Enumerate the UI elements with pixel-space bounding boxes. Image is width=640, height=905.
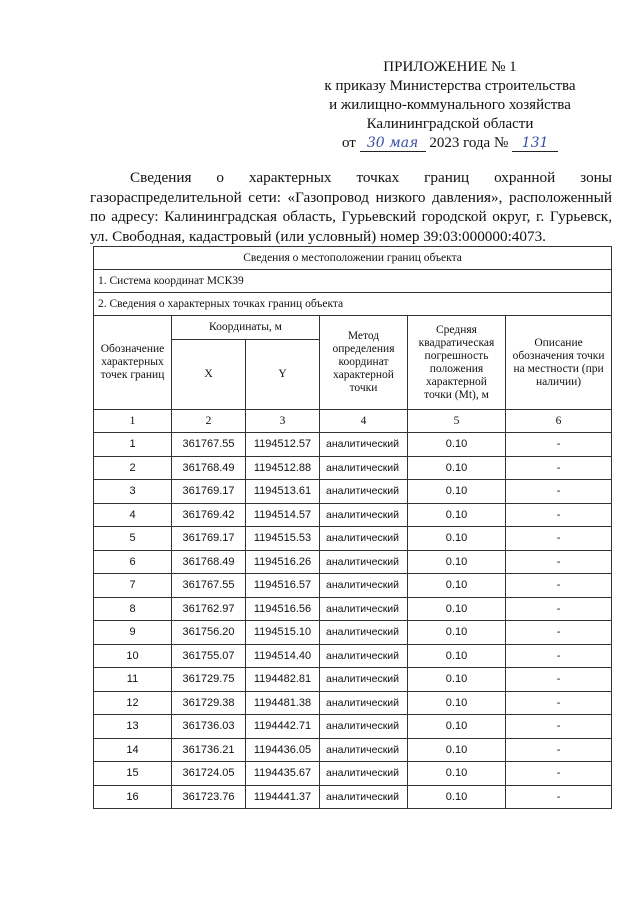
col-header-description: Описание обозначения точки на местности (при наличии) (506, 316, 612, 410)
error-cell: 0.10 (408, 621, 506, 645)
description-cell: - (506, 621, 612, 645)
column-index-row (94, 410, 612, 433)
error-cell: 0.10 (408, 691, 506, 715)
table-row (94, 715, 612, 739)
error-cell: 0.10 (408, 738, 506, 762)
coord-y-cell: 1194436.05 (246, 738, 320, 762)
point-number-cell: 2 (94, 456, 172, 480)
column-index: 4 (320, 410, 408, 433)
coord-x-cell: 361755.07 (172, 644, 246, 668)
point-number-cell: 3 (94, 480, 172, 504)
table-row (94, 527, 612, 551)
coord-y-cell: 1194435.67 (246, 762, 320, 786)
error-cell: 0.10 (408, 644, 506, 668)
handwritten-date: 30 мая (366, 135, 419, 151)
table-row (94, 621, 612, 645)
table-row (94, 574, 612, 598)
col-header-error: Средняя квадратическая погрешность положения характерной точки (Mt), м (408, 316, 506, 410)
coordinate-system-row: 1. Система координат МСК39 (94, 270, 612, 293)
description-cell: - (506, 597, 612, 621)
table-row (94, 597, 612, 621)
point-number-cell: 8 (94, 597, 172, 621)
column-index: 2 (172, 410, 246, 433)
coord-x-cell: 361767.55 (172, 433, 246, 457)
description-cell: - (506, 433, 612, 457)
coord-x-cell: 361769.17 (172, 480, 246, 504)
order-line-2: и жилищно-коммунального хозяйства (329, 97, 571, 113)
description-cell: - (506, 691, 612, 715)
error-cell: 0.10 (408, 456, 506, 480)
method-cell: аналитический (320, 503, 408, 527)
points-rows (94, 433, 612, 809)
point-number-cell: 7 (94, 574, 172, 598)
method-cell: аналитический (320, 527, 408, 551)
description-cell: - (506, 456, 612, 480)
coord-y-cell: 1194481.38 (246, 691, 320, 715)
point-number-cell: 15 (94, 762, 172, 786)
order-line-1: к приказу Министерства строительства (324, 78, 576, 94)
error-cell: 0.10 (408, 550, 506, 574)
method-cell: аналитический (320, 480, 408, 504)
coord-y-cell: 1194512.88 (246, 456, 320, 480)
point-number-cell: 12 (94, 691, 172, 715)
method-cell: аналитический (320, 668, 408, 692)
error-cell: 0.10 (408, 480, 506, 504)
appendix-header (300, 58, 600, 153)
order-date-line (300, 134, 600, 153)
description-cell: - (506, 503, 612, 527)
method-cell: аналитический (320, 644, 408, 668)
table-row (94, 456, 612, 480)
description-cell: - (506, 715, 612, 739)
coord-y-cell: 1194516.26 (246, 550, 320, 574)
coord-y-cell: 1194514.40 (246, 644, 320, 668)
error-cell: 0.10 (408, 668, 506, 692)
col-header-y: Y (246, 340, 320, 410)
coord-y-cell: 1194513.61 (246, 480, 320, 504)
description-cell: - (506, 668, 612, 692)
table-row (94, 550, 612, 574)
column-index: 5 (408, 410, 506, 433)
method-cell: аналитический (320, 715, 408, 739)
error-cell: 0.10 (408, 574, 506, 598)
table-row (94, 762, 612, 786)
coord-x-cell: 361729.75 (172, 668, 246, 692)
col-header-method: Метод определения координат характерной точки (320, 316, 408, 410)
table-row (94, 644, 612, 668)
coord-x-cell: 361736.03 (172, 715, 246, 739)
boundary-points-table (93, 246, 612, 809)
coord-y-cell: 1194441.37 (246, 785, 320, 809)
coord-y-cell: 1194515.10 (246, 621, 320, 645)
points-section-row: 2. Сведения о характерных точках границ объекта (94, 293, 612, 316)
point-number-cell: 10 (94, 644, 172, 668)
description-cell: - (506, 762, 612, 786)
appendix-title: ПРИЛОЖЕНИЕ № 1 (383, 59, 517, 75)
point-number-cell: 13 (94, 715, 172, 739)
column-index: 1 (94, 410, 172, 433)
coord-y-cell: 1194482.81 (246, 668, 320, 692)
coord-y-cell: 1194516.57 (246, 574, 320, 598)
description-cell: - (506, 574, 612, 598)
col-header-x: X (172, 340, 246, 410)
coord-x-cell: 361767.55 (172, 574, 246, 598)
table-row (94, 785, 612, 809)
coord-x-cell: 361769.42 (172, 503, 246, 527)
coord-y-cell: 1194442.71 (246, 715, 320, 739)
coord-x-cell: 361723.76 (172, 785, 246, 809)
point-number-cell: 14 (94, 738, 172, 762)
error-cell: 0.10 (408, 597, 506, 621)
description-cell: - (506, 527, 612, 551)
method-cell: аналитический (320, 433, 408, 457)
method-cell: аналитический (320, 762, 408, 786)
method-cell: аналитический (320, 456, 408, 480)
description-cell: - (506, 738, 612, 762)
coord-y-cell: 1194516.56 (246, 597, 320, 621)
table-row (94, 691, 612, 715)
method-cell: аналитический (320, 550, 408, 574)
error-cell: 0.10 (408, 715, 506, 739)
table-row (94, 668, 612, 692)
table-row (94, 503, 612, 527)
coord-x-cell: 361769.17 (172, 527, 246, 551)
error-cell: 0.10 (408, 433, 506, 457)
point-number-cell: 9 (94, 621, 172, 645)
coord-y-cell: 1194512.57 (246, 433, 320, 457)
handwritten-number-field (512, 136, 558, 152)
coord-x-cell: 361729.38 (172, 691, 246, 715)
point-number-cell: 4 (94, 503, 172, 527)
method-cell: аналитический (320, 691, 408, 715)
method-cell: аналитический (320, 785, 408, 809)
method-cell: аналитический (320, 621, 408, 645)
point-number-cell: 11 (94, 668, 172, 692)
error-cell: 0.10 (408, 762, 506, 786)
point-number-cell: 6 (94, 550, 172, 574)
description-cell: - (506, 785, 612, 809)
coord-y-cell: 1194515.53 (246, 527, 320, 551)
coord-x-cell: 361768.49 (172, 550, 246, 574)
point-number-cell: 16 (94, 785, 172, 809)
coord-x-cell: 361736.21 (172, 738, 246, 762)
point-number-cell: 1 (94, 433, 172, 457)
table-row (94, 480, 612, 504)
coord-x-cell: 361768.49 (172, 456, 246, 480)
point-number-cell: 5 (94, 527, 172, 551)
column-index: 3 (246, 410, 320, 433)
column-index: 6 (506, 410, 612, 433)
col-header-coords: Координаты, м (172, 316, 320, 340)
method-cell: аналитический (320, 738, 408, 762)
error-cell: 0.10 (408, 527, 506, 551)
coord-x-cell: 361724.05 (172, 762, 246, 786)
error-cell: 0.10 (408, 503, 506, 527)
intro-paragraph (90, 168, 612, 246)
table-row (94, 433, 612, 457)
handwritten-order-number: 131 (521, 135, 549, 151)
error-cell: 0.10 (408, 785, 506, 809)
col-header-point: Обозначение характерных точек границ (94, 316, 172, 410)
coord-y-cell: 1194514.57 (246, 503, 320, 527)
table-title: Сведения о местоположении границ объекта (94, 247, 612, 270)
coord-x-cell: 361756.20 (172, 621, 246, 645)
method-cell: аналитический (320, 574, 408, 598)
coord-x-cell: 361762.97 (172, 597, 246, 621)
description-cell: - (506, 480, 612, 504)
date-year: 2023 года № (429, 135, 509, 151)
description-cell: - (506, 550, 612, 574)
method-cell: аналитический (320, 597, 408, 621)
description-cell: - (506, 644, 612, 668)
date-prefix: от (341, 135, 356, 151)
handwritten-date-field (360, 136, 426, 152)
table-row (94, 738, 612, 762)
order-line-3: Калининградской области (366, 116, 534, 132)
intro-text: Сведения о характерных точках границ охранной зоны газораспределительной сети: «Газопровод низкого давления», расположенный по адресу: Калининградская область, Гурьевский городской округ, г. Гурьевск, ул. Свободная, кадастровый (или условный) номер 39:03:000000:4073. (90, 169, 612, 245)
